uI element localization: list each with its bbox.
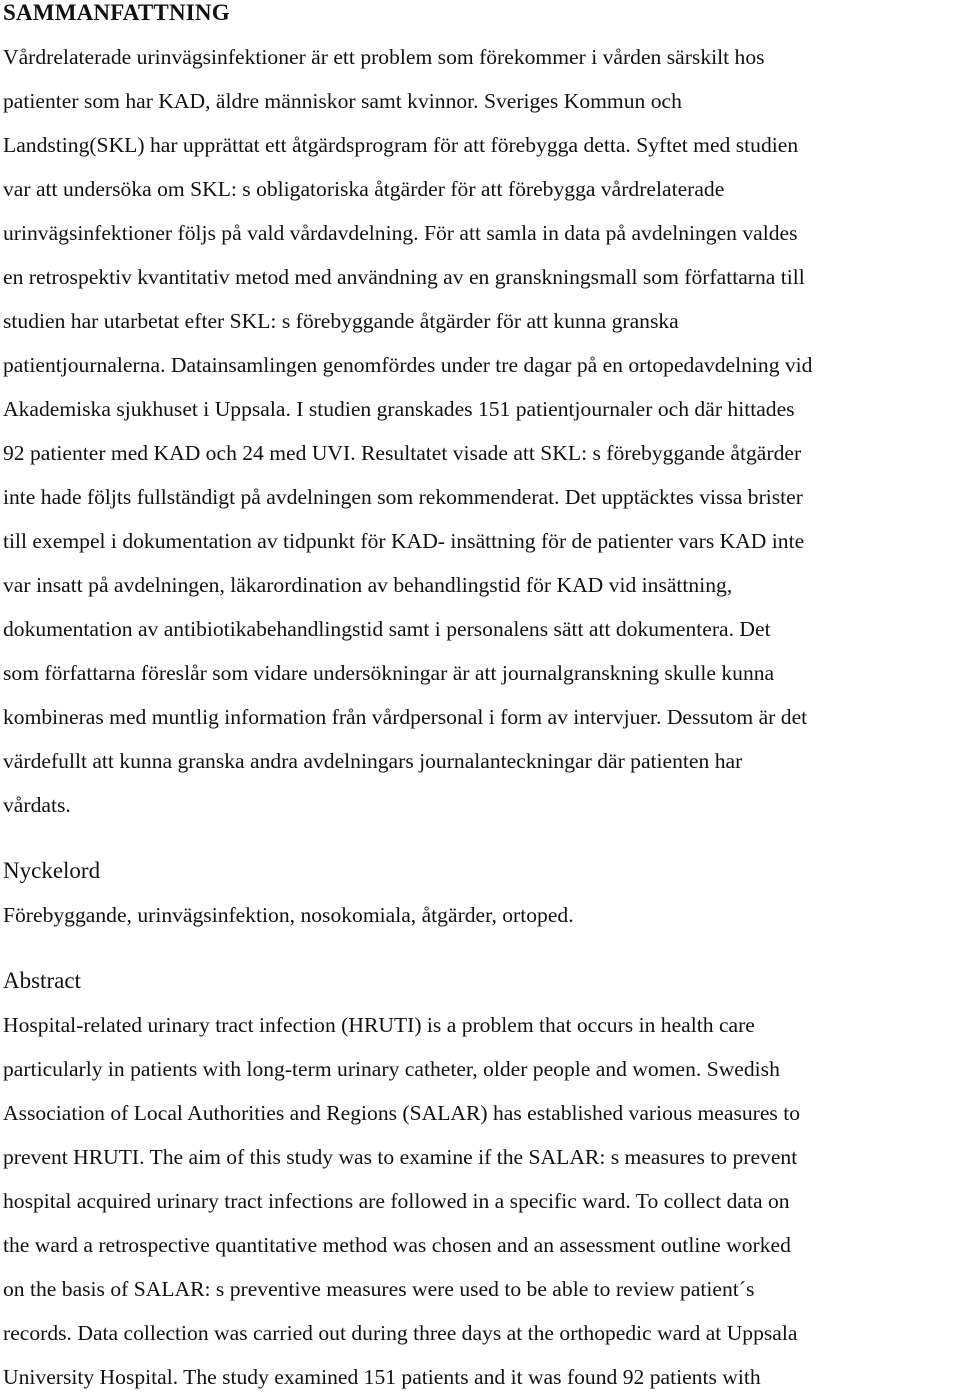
abstract-paragraph: [3, 1003, 958, 1399]
summary-line: vårdats.: [3, 793, 71, 817]
summary-line: patientjournalerna. Datainsamlingen genomfördes under tre dagar på en ortopedavdelning vid: [3, 353, 813, 377]
summary-line: 92 patienter med KAD och 24 med UVI. Resultatet visade att SKL: s förebyggande åtgärder: [3, 441, 802, 465]
abstract-line: particularly in patients with long-term urinary catheter, older people and women. Swedish: [3, 1057, 780, 1081]
summary-line: Akademiska sjukhuset i Uppsala. I studien granskades 151 patientjournaler och där hittades: [3, 397, 795, 421]
summary-line: Vårdrelaterade urinvägsinfektioner är ett problem som förekommer i vården särskilt hos: [3, 45, 765, 69]
abstract-line: on the basis of SALAR: s preventive measures were used to be able to review patient´s: [3, 1277, 755, 1301]
document-page: [3, 0, 958, 1399]
abstract-line: the ward a retrospective quantitative method was chosen and an assessment outline worked: [3, 1233, 791, 1257]
summary-paragraph: [3, 35, 958, 827]
summary-line: dokumentation av antibiotikabehandlingstid samt i personalens sätt att dokumentera. Det: [3, 617, 771, 641]
abstract-heading: Abstract: [3, 968, 81, 993]
keywords-text: Förebyggande, urinvägsinfektion, nosokomiala, åtgärder, ortoped.: [3, 903, 574, 927]
abstract-line: University Hospital. The study examined 151 patients and it was found 92 patients with: [3, 1365, 761, 1389]
abstract-line: prevent HRUTI. The aim of this study was to examine if the SALAR: s measures to prevent: [3, 1145, 798, 1169]
abstract-line: records. Data collection was carried out during three days at the orthopedic ward at Uppsala: [3, 1321, 798, 1345]
abstract-line: Association of Local Authorities and Regions (SALAR) has established various measures to: [3, 1101, 801, 1125]
summary-line: värdefullt att kunna granska andra avdelningars journalanteckningar där patienten har: [3, 749, 743, 773]
summary-line: en retrospektiv kvantitativ metod med användning av en granskningsmall som författarna till: [3, 265, 805, 289]
summary-line: var att undersöka om SKL: s obligatoriska åtgärder för att förebygga vårdrelaterade: [3, 177, 725, 201]
abstract-line: hospital acquired urinary tract infections are followed in a specific ward. To collect data on: [3, 1189, 790, 1213]
summary-line: kombineras med muntlig information från vårdpersonal i form av intervjuer. Dessutom är det: [3, 705, 808, 729]
summary-line: urinvägsinfektioner följs på vald vårdavdelning. För att samla in data på avdelningen valdes: [3, 221, 798, 245]
summary-line: Landsting(SKL) har upprättat ett åtgärdsprogram för att förebygga detta. Syftet med studien: [3, 133, 799, 157]
keywords-heading: Nyckelord: [3, 858, 101, 883]
summary-line: patienter som har KAD, äldre människor samt kvinnor. Sveriges Kommun och: [3, 89, 682, 113]
summary-line: inte hade följts fullständigt på avdelningen som rekommenderat. Det upptäcktes vissa brister: [3, 485, 803, 509]
abstract-line: Hospital-related urinary tract infection (HRUTI) is a problem that occurs in health care: [3, 1013, 755, 1037]
summary-line: studien har utarbetat efter SKL: s förebyggande åtgärder för att kunna granska: [3, 309, 679, 333]
summary-line: till exempel i dokumentation av tidpunkt för KAD- insättning för de patienter vars KAD inte: [3, 529, 805, 553]
summary-line: var insatt på avdelningen, läkarordination av behandlingstid för KAD vid insättning,: [3, 573, 733, 597]
summary-line: som författarna föreslår som vidare undersökningar är att journalgranskning skulle kunna: [3, 661, 775, 685]
summary-heading: SAMMANFATTNING: [3, 0, 230, 25]
